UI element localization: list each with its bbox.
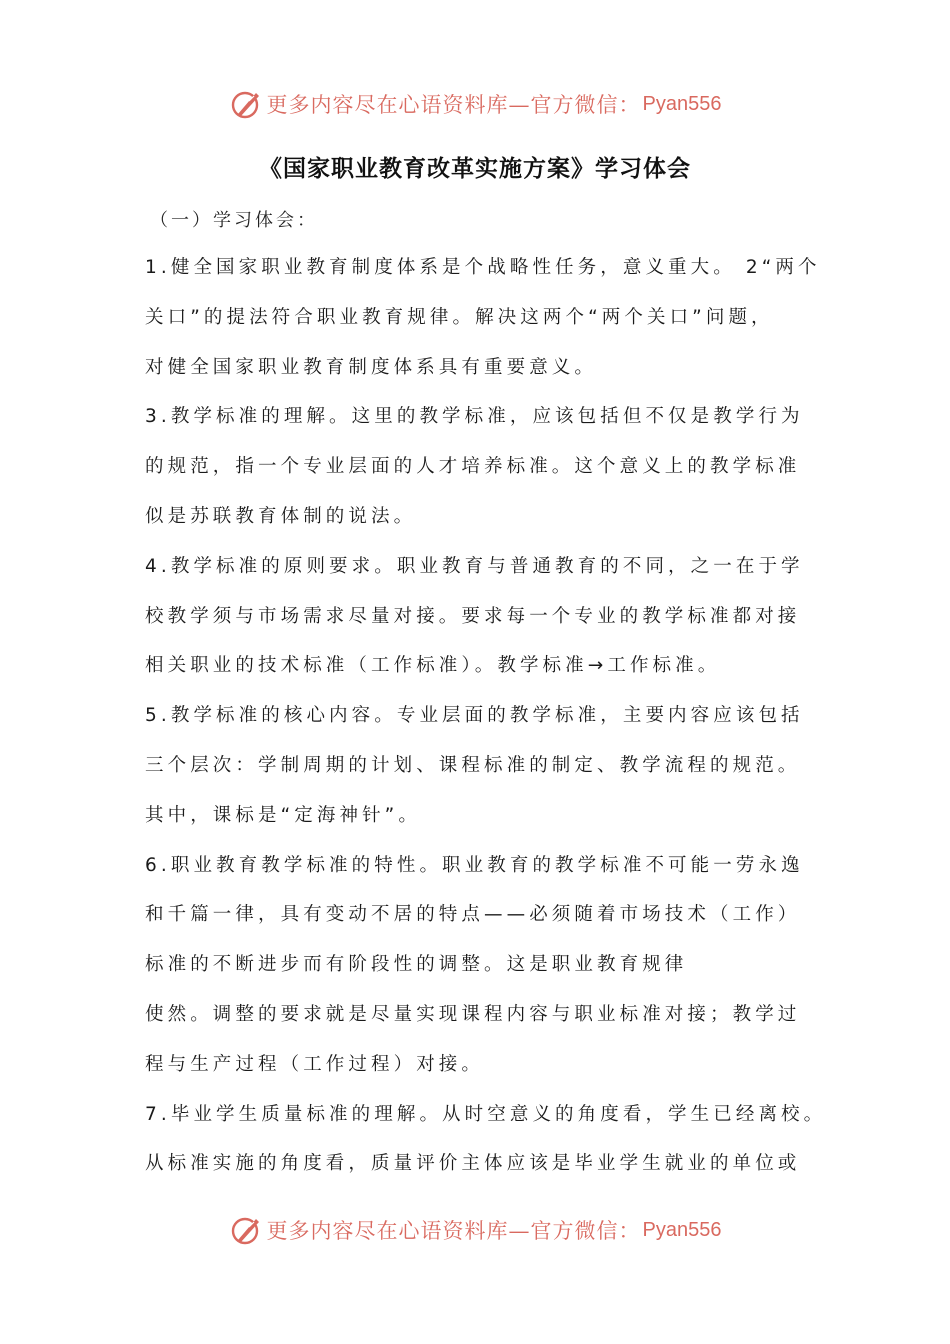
body-line: 其中，课标是“定海神针”。 (145, 804, 421, 826)
quill-logo-icon (229, 1213, 263, 1247)
document-title: 《国家职业教育改革实施方案》学习体会 (259, 156, 691, 182)
body-line: 三个层次：学制周期的计划、课程标准的制定、教学流程的规范。 (145, 754, 801, 776)
body-line: 6.职业教育教学标准的特性。职业教育的教学标准不可能一劳永逸 (145, 854, 804, 876)
body-line: 似是苏联教育体制的说法。 (145, 505, 417, 527)
body-line: 7.毕业学生质量标准的理解。从时空意义的角度看，学生已经离校。 (145, 1103, 827, 1125)
section-heading: （一）学习体会： (150, 210, 318, 231)
watermark-text: 更多内容尽在心语资料库—官方微信： (266, 1219, 641, 1243)
body-line: 从标准实施的角度看，质量评价主体应该是毕业学生就业的单位或 (145, 1153, 801, 1175)
body-line: 相关职业的技术标准（工作标准）。教学标准→工作标准。 (145, 655, 721, 677)
body-line: 使然。调整的要求就是尽量实现课程内容与职业标准对接；教学过 (145, 1003, 801, 1025)
watermark-wechat-id: Pyan556 (642, 92, 722, 115)
watermark-footer (0, 1210, 950, 1250)
body-line: 3.教学标准的理解。这里的教学标准，应该包括但不仅是教学行为 (145, 406, 804, 428)
document-body (145, 250, 825, 1196)
body-line: 校教学须与市场需求尽量对接。要求每一个专业的教学标准都对接 (145, 605, 801, 627)
watermark-header (0, 84, 950, 124)
body-line: 对健全国家职业教育制度体系具有重要意义。 (145, 356, 598, 378)
body-line: 标准的不断进步而有阶段性的调整。这是职业教育规律 (145, 954, 688, 976)
body-line: 5.教学标准的核心内容。专业层面的教学标准，主要内容应该包括 (145, 705, 804, 727)
body-line: 1.健全国家职业教育制度体系是个战略性任务，意义重大。 2“两个 (145, 257, 821, 278)
watermark-text: 更多内容尽在心语资料库—官方微信： (266, 93, 641, 117)
body-line: 的规范，指一个专业层面的人才培养标准。这个意义上的教学标准 (145, 456, 801, 478)
body-line: 关口”的提法符合职业教育规律。解决这两个“两个关口”问题， (145, 306, 774, 328)
body-line: 程与生产过程（工作过程）对接。 (145, 1053, 485, 1075)
quill-logo-icon (229, 87, 263, 121)
body-line: 和千篇一律，具有变动不居的特点——必须随着市场技术（工作） (145, 904, 801, 926)
body-line: 4.教学标准的原则要求。职业教育与普通教育的不同，之一在于学 (145, 555, 804, 577)
watermark-wechat-id: Pyan556 (642, 1218, 722, 1241)
